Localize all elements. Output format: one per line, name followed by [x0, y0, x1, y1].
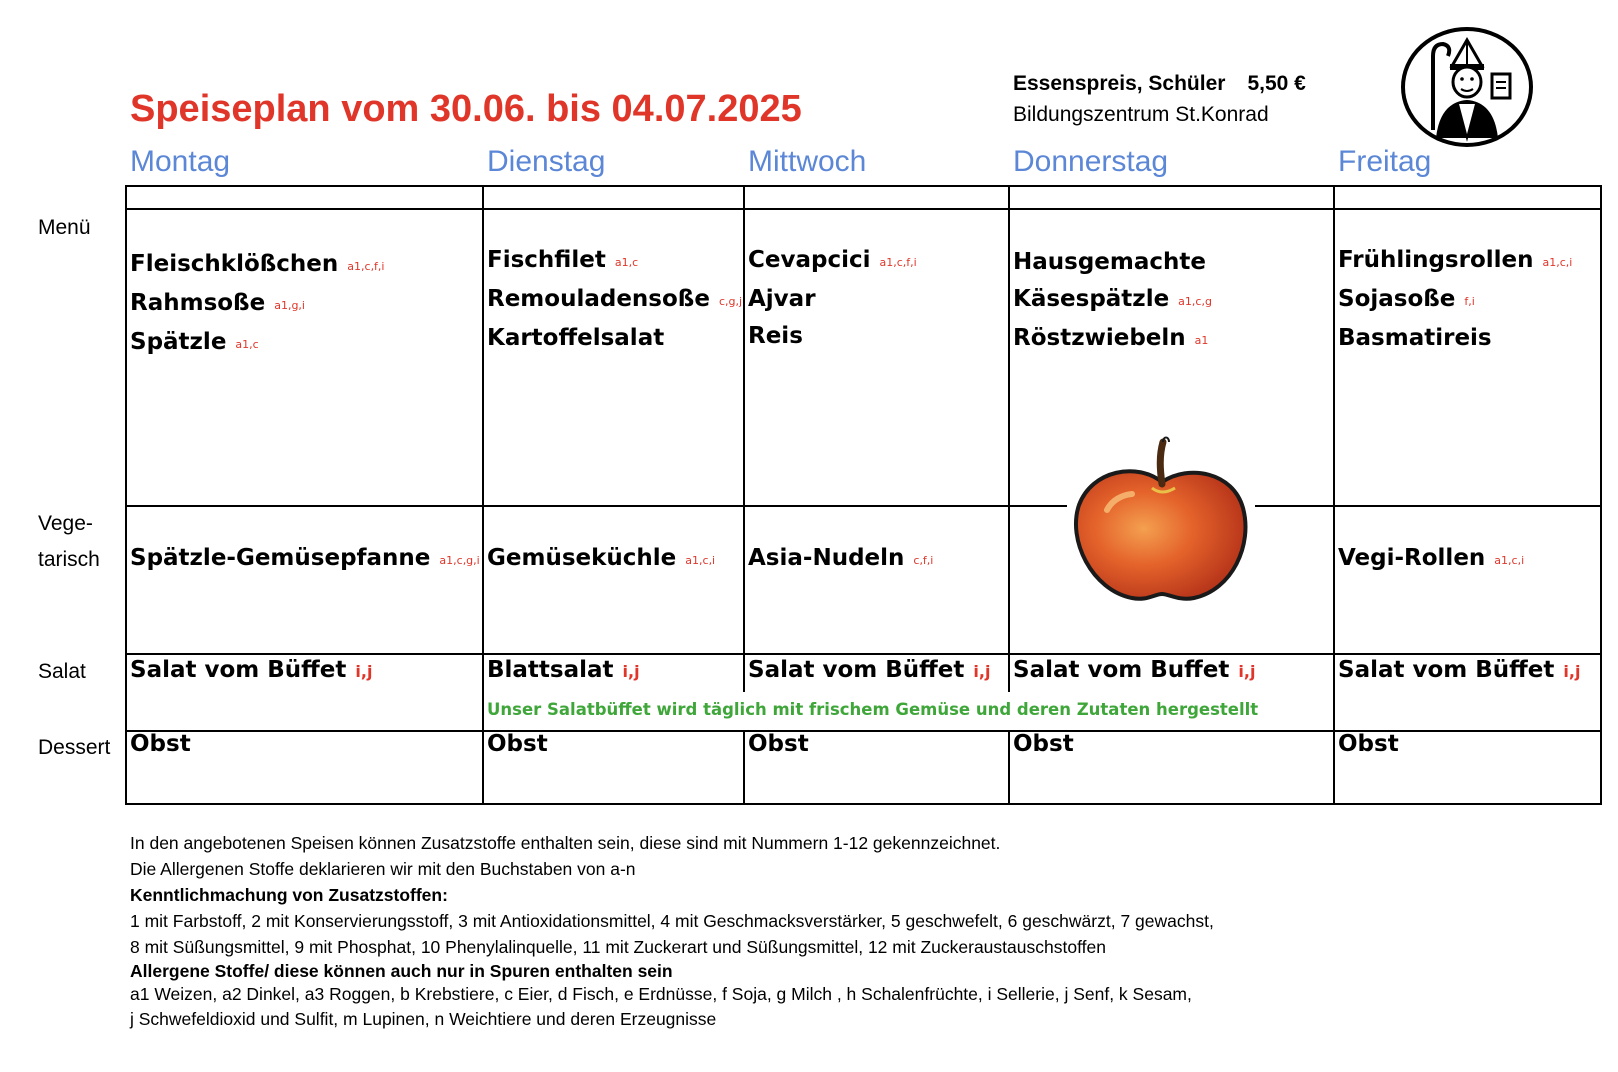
- saint-konrad-seal-icon: [1400, 26, 1534, 148]
- dish-name: Hausgemachte: [1013, 249, 1206, 275]
- allergen-code: i,j: [622, 662, 640, 681]
- allergen-code: i,j: [1238, 662, 1256, 681]
- menu-thursday: [1013, 244, 1212, 359]
- table-border-top: [125, 185, 1602, 187]
- row-label-vegetarian-2: tarisch: [38, 548, 100, 571]
- dish-name: Salat vom Buffet: [1013, 657, 1230, 683]
- dish-name: Rahmsoße: [130, 290, 266, 316]
- table-header-divider: [125, 208, 1602, 210]
- allergen-code: a1,c,i: [685, 554, 716, 567]
- row-label-dessert: Dessert: [38, 736, 111, 759]
- dish-name: Asia-Nudeln: [748, 545, 905, 571]
- dish-name: Cevapcici: [748, 247, 871, 273]
- legend-text: 8 mit Süßungsmittel, 9 mit Phosphat, 10 Phenylalinquelle, 11 mit Zuckerart und Süßungsmittel, 12 mit Zuckeraustauschstoffen: [130, 937, 1106, 957]
- allergen-code: a1: [1194, 334, 1209, 347]
- day-header-thursday: Donnerstag: [1013, 145, 1169, 178]
- legend-text: Die Allergenen Stoffe deklarieren wir mit den Buchstaben von a-n: [130, 859, 636, 879]
- legend-heading-allergens: Allergene Stoffe/ diese können auch nur in Spuren enthalten sein: [130, 961, 673, 981]
- allergen-code: c,f,i: [913, 554, 934, 567]
- legend-text: In den angebotenen Speisen können Zusatzstoffe enthalten sein, diese sind mit Nummern 1-12 gekennzeichnet.: [130, 833, 1001, 853]
- col-divider-3-upper: [1008, 185, 1010, 692]
- day-header-monday: Montag: [130, 145, 231, 178]
- col-divider-4: [1333, 185, 1335, 805]
- menu-monday: [130, 246, 385, 363]
- dish-name: Käsespätzle: [1013, 286, 1170, 312]
- row-divider-menu-veg-left: [125, 505, 1067, 507]
- salad-buffet-note: Unser Salatbüffet wird täglich mit frischem Gemüse und deren Zutaten hergestellt: [487, 700, 1259, 719]
- allergen-code: i,j: [355, 662, 373, 681]
- row-label-salad: Salat: [38, 660, 86, 683]
- allergen-code: a1,c: [235, 338, 259, 351]
- allergen-code: a1,c: [614, 256, 639, 269]
- vegetarian-tuesday: [487, 540, 715, 579]
- allergen-code: a1,c,i: [1494, 554, 1525, 567]
- dessert-friday: Obst: [1338, 731, 1399, 757]
- dish-name: Reis: [748, 323, 803, 349]
- allergen-code: a1,c,g,i: [439, 554, 480, 567]
- col-divider-1: [482, 185, 484, 805]
- dish-name: Vegi-Rollen: [1338, 545, 1486, 571]
- price-label: Essenspreis, Schüler: [1013, 72, 1226, 95]
- dish-name: Salat vom Büffet: [1338, 657, 1555, 683]
- allergen-code: a1,c,g: [1178, 295, 1212, 308]
- day-header-friday: Freitag: [1338, 145, 1432, 178]
- table-border-left: [125, 185, 127, 805]
- day-header-wednesday: Mittwoch: [748, 145, 867, 178]
- dessert-monday: Obst: [130, 731, 191, 757]
- row-label-vegetarian-1: Vege-: [38, 512, 93, 535]
- allergen-code: i,j: [973, 662, 991, 681]
- col-divider-3-lower: [1008, 730, 1010, 805]
- dish-name: Salat vom Büffet: [130, 657, 347, 683]
- allergen-code: c,g,j: [718, 295, 743, 308]
- meal-price: [1013, 72, 1306, 96]
- dish-name: Spätzle: [130, 329, 227, 355]
- salad-wednesday: [748, 652, 990, 690]
- menu-wednesday: [748, 242, 917, 355]
- legend-text: a1 Weizen, a2 Dinkel, a3 Roggen, b Krebstiere, c Eier, d Fisch, e Erdnüsse, f Soja, g Milch , h Schalenfrüchte, i Sellerie, j Senf, k Sesam,: [130, 984, 1192, 1004]
- menu-tuesday: [487, 242, 742, 357]
- dish-name: Blattsalat: [487, 657, 614, 683]
- dish-name: Röstzwiebeln: [1013, 325, 1186, 351]
- legend-text: 1 mit Farbstoff, 2 mit Konservierungsstoff, 3 mit Antioxidationsmittel, 4 mit Geschmacksverstärker, 5 geschwefelt, 6 geschwärzt, 7 gewachst,: [130, 911, 1214, 931]
- price-value: 5,50 €: [1247, 72, 1306, 95]
- allergen-code: a1,c,i: [1542, 256, 1573, 269]
- allergen-legend: [130, 830, 1214, 1032]
- dish-name: Gemüseküchle: [487, 545, 677, 571]
- allergen-code: i,j: [1563, 662, 1581, 681]
- allergen-code: a1,c,f,i: [879, 256, 917, 269]
- menu-friday: [1338, 242, 1572, 357]
- dish-name: Sojasoße: [1338, 286, 1456, 312]
- dessert-wednesday: Obst: [748, 731, 809, 757]
- day-header-tuesday: Dienstag: [487, 145, 606, 178]
- apple-icon: [1067, 430, 1257, 610]
- table-border-right: [1600, 185, 1602, 805]
- page-title: Speiseplan vom 30.06. bis 04.07.2025: [130, 88, 802, 130]
- salad-tuesday: [487, 652, 640, 690]
- dish-name: Ajvar: [748, 286, 816, 312]
- salad-thursday: [1013, 652, 1255, 690]
- legend-heading-additives: Kenntlichmachung von Zusatzstoffen:: [130, 885, 448, 905]
- vegetarian-wednesday: [748, 540, 933, 579]
- dessert-tuesday: Obst: [487, 731, 548, 757]
- dish-name: Remouladensoße: [487, 286, 710, 312]
- row-label-menu: Menü: [38, 216, 91, 239]
- allergen-code: a1,g,i: [274, 299, 305, 312]
- legend-text: j Schwefeldioxid und Sulfit, m Lupinen, n Weichtiere und deren Erzeugnisse: [130, 1009, 717, 1029]
- allergen-code: f,i: [1464, 295, 1475, 308]
- table-border-bottom: [125, 803, 1602, 805]
- row-divider-menu-veg-right: [1255, 505, 1602, 507]
- col-divider-2-upper: [743, 185, 745, 692]
- allergen-code: a1,c,f,i: [347, 260, 385, 273]
- dish-name: Fischfilet: [487, 247, 606, 273]
- dish-name: Frühlingsrollen: [1338, 247, 1534, 273]
- salad-friday: [1338, 652, 1580, 690]
- dish-name: Fleischklößchen: [130, 251, 339, 277]
- dish-name: Basmatireis: [1338, 325, 1492, 351]
- vegetarian-friday: [1338, 540, 1524, 579]
- school-name: Bildungszentrum St.Konrad: [1013, 103, 1269, 126]
- dish-name: Spätzle-Gemüsepfanne: [130, 545, 431, 571]
- vegetarian-monday: [130, 540, 480, 579]
- dessert-thursday: Obst: [1013, 731, 1074, 757]
- dish-name: Kartoffelsalat: [487, 325, 665, 351]
- col-divider-2-lower: [743, 730, 745, 805]
- dish-name: Salat vom Büffet: [748, 657, 965, 683]
- salad-monday: [130, 652, 372, 690]
